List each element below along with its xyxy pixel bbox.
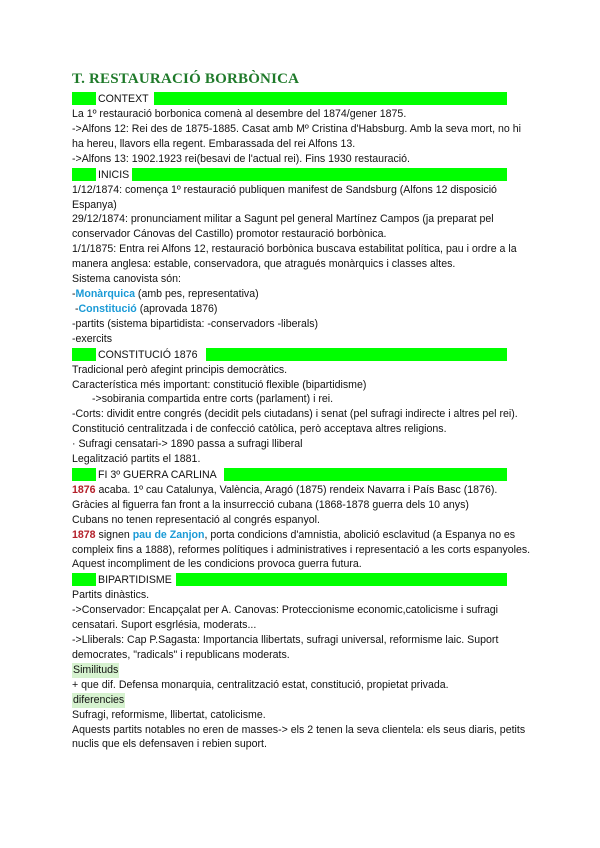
keyword: Monàrquica — [75, 287, 135, 300]
highlight-bar — [206, 348, 507, 361]
year-highlight: 1878 — [72, 528, 96, 541]
paragraph: Gràcies al figuerra fan front a la insurrecció cubana (1868-1878 guerra dels 10 anys) — [72, 498, 469, 511]
section-header-text: CONSTITUCIÓ 1876 — [98, 348, 198, 361]
paragraph: Sistema canovista són: — [72, 273, 181, 286]
highlight-bar — [224, 468, 507, 481]
paragraph: ->sobirania compartida entre corts (parlament) i rei. — [92, 393, 334, 406]
paragraph-text: , porta condicions d'amnistia, abolició esclavitud (a Espanya no es compleix fins a 1888), reformes polítiques i administratives i representació a les corts espanyoles. — [72, 528, 531, 556]
paragraph: Aquests partits notables no eren de masses-> els 2 tenen la seva clientela: els seus diaris, petits nuclis que els defensaven i rebien suport. — [72, 723, 526, 751]
paragraph: ->Lliberals: Cap P.Sagasta: Importancia llibertats, sufragi universal, reformisme laic. Suport democrates, "radicals" i republicans moderats. — [72, 634, 499, 661]
list-prefix: - — [72, 302, 79, 315]
section-header-context — [72, 92, 532, 106]
section-header-inicis — [72, 168, 532, 182]
highlight-lead — [72, 168, 96, 181]
subheading-label: diferencies — [73, 693, 125, 706]
paragraph-text: acaba. 1º cau Catalunya, València, Aragó (1875) rendeix Navarra i País Basc (1876). — [95, 483, 498, 496]
keyword: pau de Zanjon — [132, 528, 205, 541]
section-header-text: CONTEXT — [98, 93, 149, 105]
list-prefix: - — [72, 287, 76, 300]
paragraph: + que dif. Defensa monarquia, centralització estat, constitució, propietat privada. — [72, 678, 449, 691]
list-item — [72, 287, 532, 302]
section-header-constitucio — [72, 348, 532, 362]
subheading-label: Similituds — [73, 663, 119, 676]
list-item: -exercits — [72, 332, 113, 345]
section-header-text: INICIS — [98, 168, 130, 181]
paragraph: ->Alfons 12: Rei des de 1875-1885. Casat amb Mº Cristina d'Habsburg. Amb la seva mort, no hi ha hereu, llavors ella regent. Embarassada del rei Alfons 13. — [72, 122, 521, 150]
paragraph: Partits dinàstics. — [72, 589, 150, 602]
paragraph: 1/1/1875: Entra rei Alfons 12, restauració borbònica buscava estabilitat política, pau i ordre a la manera anglesa: estable, conservadora, que atragués monàrquics i classes altes. — [72, 243, 517, 271]
highlight-lead — [72, 92, 96, 105]
subheading — [72, 693, 532, 708]
paragraph: Aquest incompliment de les condicions provoca guerra futura. — [72, 558, 362, 571]
paragraph: -Corts: dividit entre congrés (decidit pels ciutadans) i senat (pel sufragi indirecte i altres pel rei). — [72, 408, 518, 421]
section-header-bipartidisme — [72, 573, 532, 587]
paragraph: La 1º restauració borbonica comenà al desembre del 1874/gener 1875. — [72, 108, 407, 120]
paragraph: Tradicional però afegint principis democràtics. — [72, 363, 288, 376]
highlight-lead — [72, 573, 96, 586]
section-header-text: FI 3º GUERRA CARLINA — [98, 468, 217, 481]
document-title: T. RESTAURACIÓ BORBÒNICA — [72, 71, 300, 87]
list-item: -partits (sistema bipartidista: -conservadors -liberals) — [72, 317, 319, 330]
subheading — [72, 663, 532, 678]
document-page — [72, 70, 532, 752]
section-header-text: BIPARTIDISME — [98, 574, 172, 587]
paragraph: 29/12/1874: pronunciament militar a Sagunt pel general Martínez Campos (ja preparat pel conservador Cánovas del Castillo) promotor restauració borbònica. — [72, 213, 494, 241]
highlight-bar — [176, 573, 507, 586]
paragraph: · Sufragi censatari-> 1890 passa a sufragi lliberal — [72, 438, 303, 451]
paragraph: Cubans no tenen representació al congrés espanyol. — [72, 513, 320, 526]
year-highlight: 1876 — [72, 483, 96, 496]
list-item — [72, 302, 532, 317]
paragraph-text: signen — [95, 528, 133, 541]
highlight-lead — [72, 468, 96, 481]
highlight-bar — [132, 168, 507, 181]
paragraph: Característica més important: constitució flexible (bipartidisme) — [72, 378, 367, 391]
paragraph: Legalització partits el 1881. — [72, 453, 201, 466]
list-text: (aprovada 1876) — [136, 302, 218, 315]
list-text: (amb pes, representativa) — [134, 287, 259, 300]
paragraph: ->Alfons 13: 1902.1923 rei(besavi de l'actual rei). Fins 1930 restauració. — [72, 152, 410, 165]
highlight-lead — [72, 348, 96, 361]
paragraph: ->Conservador: Encapçalat per A. Canovas: Proteccionisme economic,catolicisme i sufragi censatari. Suport esgrlésia, moderats... — [72, 604, 499, 632]
paragraph — [72, 483, 532, 498]
paragraph: 1/12/1874: comença 1º restauració publiquen manifest de Sandsburg (Alfons 12 disposició Espanya) — [72, 183, 497, 211]
section-header-guerra — [72, 468, 532, 482]
highlight-bar — [154, 92, 507, 105]
paragraph: Sufragi, reformisme, llibertat, catolicisme. — [72, 708, 266, 721]
paragraph: Constitució centralitzada i de confecció catòlica, però acceptava altres religions. — [72, 423, 447, 436]
paragraph — [72, 528, 532, 558]
keyword: Constitució — [78, 302, 137, 315]
